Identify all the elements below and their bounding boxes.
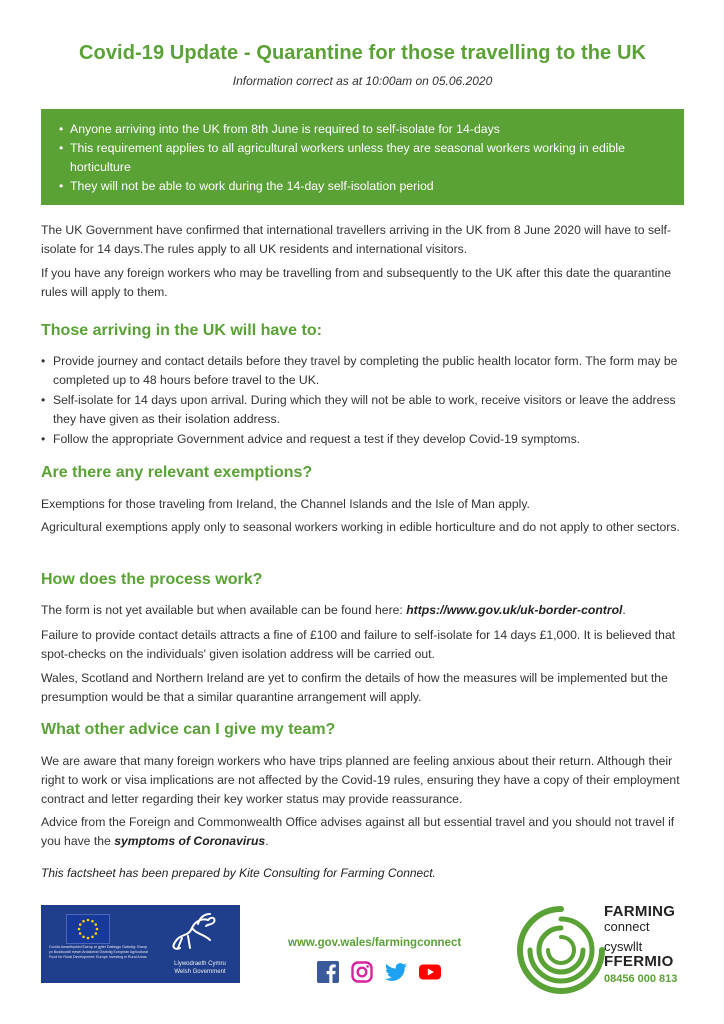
key-points-box bbox=[41, 109, 684, 205]
social-icons bbox=[316, 960, 442, 984]
heading-exemptions: Are there any relevant exemptions? bbox=[41, 464, 313, 481]
twitter-icon[interactable] bbox=[384, 960, 408, 984]
exemptions-paragraph-2: Agricultural exemptions apply only to seasonal workers working in edible horticulture and do not apply to other sectors. bbox=[41, 520, 680, 534]
key-point: • This requirement applies to all agricultural workers unless they are seasonal workers working in edible horticulture bbox=[59, 139, 668, 177]
welsh-government-text bbox=[165, 960, 235, 976]
footnote: This factsheet has been prepared by Kite Consulting for Farming Connect. bbox=[41, 866, 436, 880]
farming-connect-url[interactable]: www.gov.wales/farmingconnect bbox=[288, 937, 462, 949]
facebook-icon[interactable] bbox=[316, 960, 340, 984]
brand-connect: connect bbox=[604, 919, 650, 934]
farming-connect-swirl-logo bbox=[514, 903, 608, 997]
heading-process: How does the process work? bbox=[41, 571, 263, 588]
intro-paragraph-1: The UK Government have confirmed that international travellers arriving in the UK from 8 June 2020 will have to self-isolate for 14 days.The rules apply to all UK residents and international visitors. bbox=[41, 223, 671, 256]
youtube-icon[interactable] bbox=[418, 960, 442, 984]
instagram-icon[interactable] bbox=[350, 960, 374, 984]
list-item: • Follow the appropriate Government advice and request a test if they develop Covid-19 symptoms. bbox=[41, 430, 684, 449]
advice-text-end: . bbox=[265, 834, 269, 848]
advice-paragraph-1: We are aware that many foreign workers who have trips planned are feeling anxious about their return. Although their right to work or visa implications are not affected by the Covid-19 rules, ensuring they have a copy of their employment contract and letter regarding their key worker status may provide reassurance. bbox=[41, 754, 680, 806]
welsh-dragon-icon bbox=[168, 912, 220, 952]
welsh-government-cy: Llywodraeth Cymru bbox=[174, 961, 226, 967]
welsh-government-en: Welsh Government bbox=[174, 969, 226, 975]
info-date: Information correct as at 10:00am on 05.06.2020 bbox=[232, 74, 493, 88]
arriving-list bbox=[41, 352, 684, 450]
exemptions-paragraph-1: Exemptions for those traveling from Ireland, the Channel Islands and the Isle of Man apply. bbox=[41, 497, 530, 511]
intro-paragraph-2: If you have any foreign workers who may be travelling from and subsequently to the UK after this date the quarantine rules will apply to them. bbox=[41, 266, 672, 299]
brand-cyswllt: cyswllt bbox=[604, 939, 643, 954]
process-text-end: . bbox=[622, 603, 626, 617]
eu-flag-icon bbox=[66, 914, 110, 944]
process-text: The form is not yet available but when available can be found here: bbox=[41, 603, 407, 617]
heading-advice: What other advice can I give my team? bbox=[41, 721, 336, 738]
list-item: • Provide journey and contact details before they travel by completing the public health locator form. The form may be completed up to 48 hours before travel to the UK. bbox=[41, 352, 684, 390]
farming-connect-brand bbox=[604, 904, 677, 986]
phone-number[interactable]: 08456 000 813 bbox=[604, 973, 678, 985]
key-points-list bbox=[59, 120, 668, 196]
key-point: • Anyone arriving into the UK from 8th June is required to self-isolate for 14-days bbox=[59, 120, 668, 139]
advice-text: Advice from the Foreign and Commonwealth Office advises against all but essential travel and you should not travel if you have the bbox=[41, 815, 675, 848]
heading-arriving: Those arriving in the UK will have to: bbox=[41, 322, 322, 339]
process-paragraph-1 bbox=[41, 601, 684, 620]
coronavirus-symptoms-link[interactable]: symptoms of Coronavirus bbox=[114, 834, 266, 848]
border-control-link[interactable]: https://www.gov.uk/uk-border-control bbox=[406, 603, 623, 617]
eu-fund-text: Cronfa Amaethyddol Ewrop ar gyfer Datblygu Gwledig: Ewrop yn Buddsoddi mewn Ardaloedd Gwledig European Agricultural Fund for Rural Development: Europe Investing in Rural Areas bbox=[49, 945, 148, 959]
process-paragraph-3: Wales, Scotland and Northern Ireland are yet to confirm the details of how the measures will be implemented but the presumption would be that a similar quarantine arrangement will apply. bbox=[41, 671, 668, 704]
brand-farming: FARMING bbox=[604, 903, 676, 920]
key-point: • They will not be able to work during the 14-day self-isolation period bbox=[59, 177, 668, 196]
brand-ffermio: FFERMIO bbox=[604, 953, 674, 970]
process-paragraph-2: Failure to provide contact details attracts a fine of £100 and failure to self-isolate for 14 days £1,000. It is believed that spot-checks on the individuals' given isolation address will be carried out. bbox=[41, 628, 676, 661]
eu-welsh-government-logo bbox=[41, 905, 240, 983]
advice-paragraph-2 bbox=[41, 813, 684, 851]
page-title: Covid-19 Update - Quarantine for those travelling to the UK bbox=[78, 42, 647, 64]
list-item: • Self-isolate for 14 days upon arrival. During which they will not be able to work, receive visitors or leave the address they have given as their isolation address. bbox=[41, 391, 684, 429]
